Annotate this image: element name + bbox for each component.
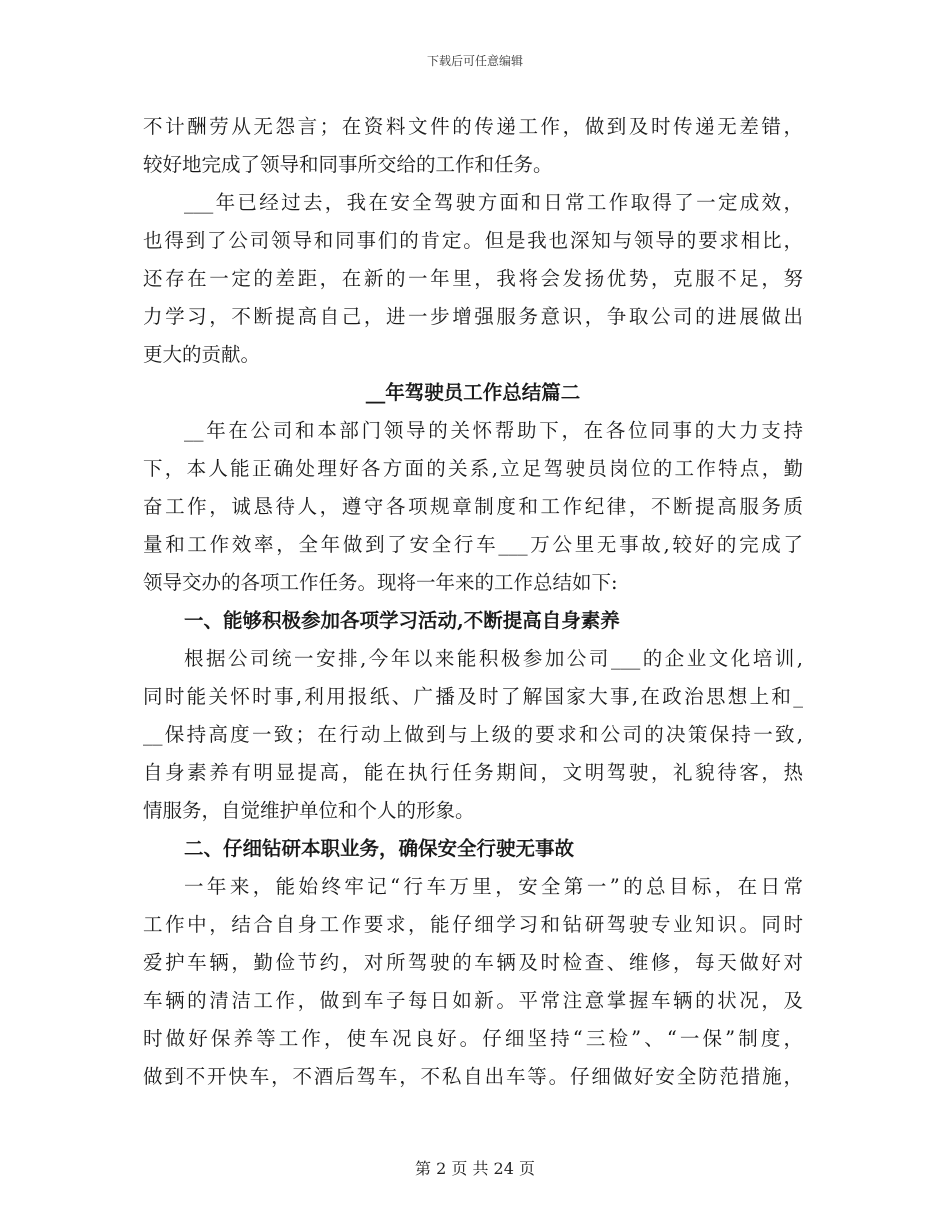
body-line: ___年已经过去，我在安全驾驶方面和日常工作取得了一定成效， — [184, 191, 803, 214]
body-line: 更大的贡献。 — [143, 343, 261, 366]
page-header: 下载后可任意编辑 — [426, 54, 523, 68]
body-line: 较好地完成了领导和同事所交给的工作和任务。 — [143, 153, 553, 176]
body-line: __保持高度一致；在行动上做到与上级的要求和公司的决策保持一致, — [143, 723, 803, 746]
subheading: 二、仔细钻研本职业务，确保安全行驶无事故 — [184, 837, 575, 860]
document-body — [143, 108, 803, 1096]
body-line: 做到不开快车，不酒后驾车，不私自出车等。仔细做好安全防范措施， — [143, 1065, 803, 1088]
body-line: __年在公司和本部门领导的关怀帮助下，在各位同事的大力支持 — [184, 419, 803, 442]
body-line: 也得到了公司领导和同事们的肯定。但是我也深知与领导的要求相比， — [143, 229, 803, 252]
body-line: 时做好保养等工作，使车况良好。仔细坚持“三检”、“一保”制度， — [143, 1027, 803, 1050]
body-line: 还存在一定的差距，在新的一年里，我将会发扬优势，克服不足，努 — [143, 267, 803, 290]
body-line: 工作中，结合自身工作要求，能仔细学习和钻研驾驶专业知识。同时 — [143, 913, 803, 936]
subheading: 一、能够积极参加各项学习活动,不断提高自身素养 — [184, 609, 620, 632]
body-line: 根据公司统一安排,今年以来能积极参加公司___的企业文化培训, — [184, 647, 803, 670]
body-line: 爱护车辆，勤俭节约，对所驾驶的车辆及时检查、维修，每天做好对 — [143, 951, 803, 974]
body-line: 车辆的清洁工作，做到车子每日如新。平常注意掌握车辆的状况，及 — [143, 989, 803, 1012]
page-footer: 第 2 页 共 24 页 — [415, 1159, 535, 1178]
body-line: 情服务，自觉维护单位和个人的形象。 — [143, 799, 475, 822]
body-line: 量和工作效率，全年做到了安全行车___万公里无事故,较好的完成了 — [143, 533, 803, 556]
body-line: 自身素养有明显提高，能在执行任务期间，文明驾驶，礼貌待客，热 — [143, 761, 803, 784]
section-title: __年驾驶员工作总结篇二 — [365, 381, 581, 404]
body-line: 一年来，能始终牢记“行车万里，安全第一”的总目标，在日常 — [184, 875, 803, 898]
body-line: 同时能关怀时事,利用报纸、广播及时了解国家大事,在政治思想上和_ — [143, 685, 803, 708]
body-line: 力学习，不断提高自己，进一步增强服务意识，争取公司的进展做出 — [143, 305, 803, 328]
body-line: 不计酬劳从无怨言；在资料文件的传递工作，做到及时传递无差错， — [143, 115, 803, 138]
body-line: 领导交办的各项工作任务。现将一年来的工作总结如下: — [143, 571, 618, 594]
body-line: 下，本人能正确处理好各方面的关系,立足驾驶员岗位的工作特点，勤 — [143, 457, 803, 480]
body-line: 奋工作，诚恳待人，遵守各项规章制度和工作纪律，不断提高服务质 — [143, 495, 803, 518]
